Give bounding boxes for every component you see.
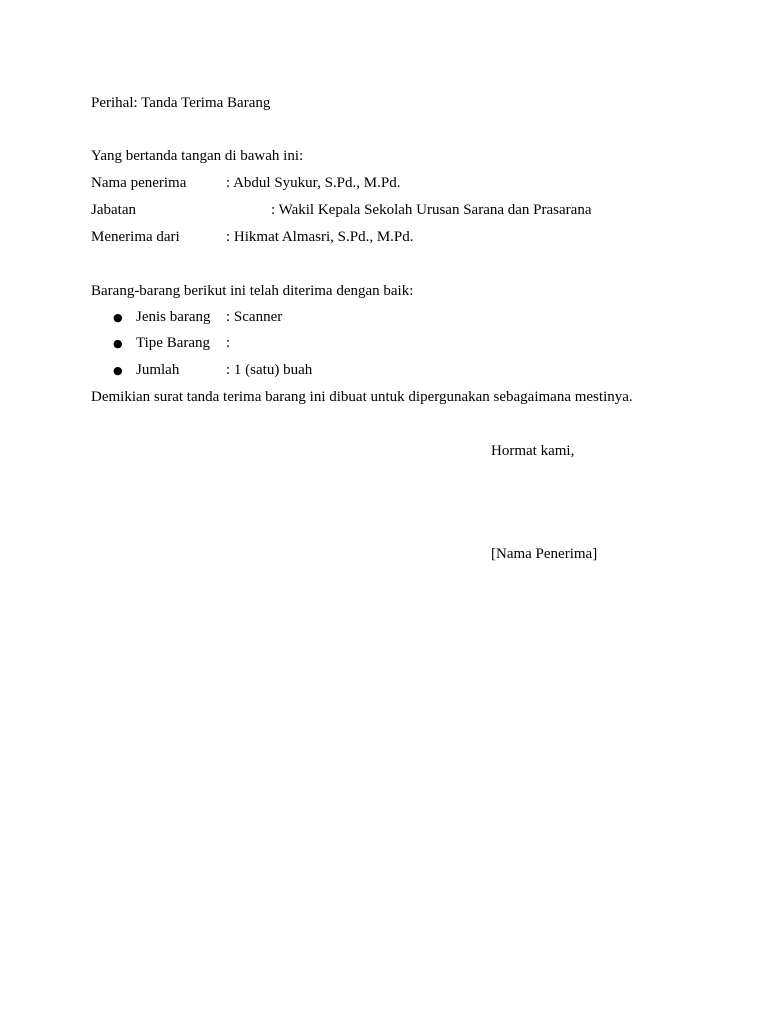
item-label: Jenis barang xyxy=(136,309,211,325)
field-value: : Abdul Syukur, S.Pd., M.Pd. xyxy=(226,175,401,191)
closing-line: Demikian surat tanda terima barang ini dibuat untuk dipergunakan sebagaimana mestinya. xyxy=(91,389,633,405)
item-label: Jumlah xyxy=(136,362,180,378)
items-intro-line: Barang-barang berikut ini telah diterima dengan baik: xyxy=(91,283,414,299)
intro-line: Yang bertanda tangan di bawah ini: xyxy=(91,148,304,164)
bullet-icon: ● xyxy=(113,364,123,377)
field-label: Nama penerima xyxy=(91,175,187,191)
field-value: : Wakil Kepala Sekolah Urusan Sarana dan Prasarana xyxy=(271,202,592,218)
bullet-icon: ● xyxy=(113,337,123,350)
salutation: Hormat kami, xyxy=(491,443,575,459)
subject-line: Perihal: Tanda Terima Barang xyxy=(91,95,271,111)
item-value: : 1 (satu) buah xyxy=(226,362,313,378)
item-value: : xyxy=(226,335,231,351)
item-value: : Scanner xyxy=(226,309,283,325)
field-value: : Hikmat Almasri, S.Pd., M.Pd. xyxy=(226,229,414,245)
item-label: Tipe Barang xyxy=(136,335,211,351)
signature-name: [Nama Penerima] xyxy=(491,546,598,562)
bullet-icon: ● xyxy=(113,311,123,324)
field-label: Jabatan xyxy=(91,202,136,218)
field-label: Menerima dari xyxy=(91,229,180,245)
